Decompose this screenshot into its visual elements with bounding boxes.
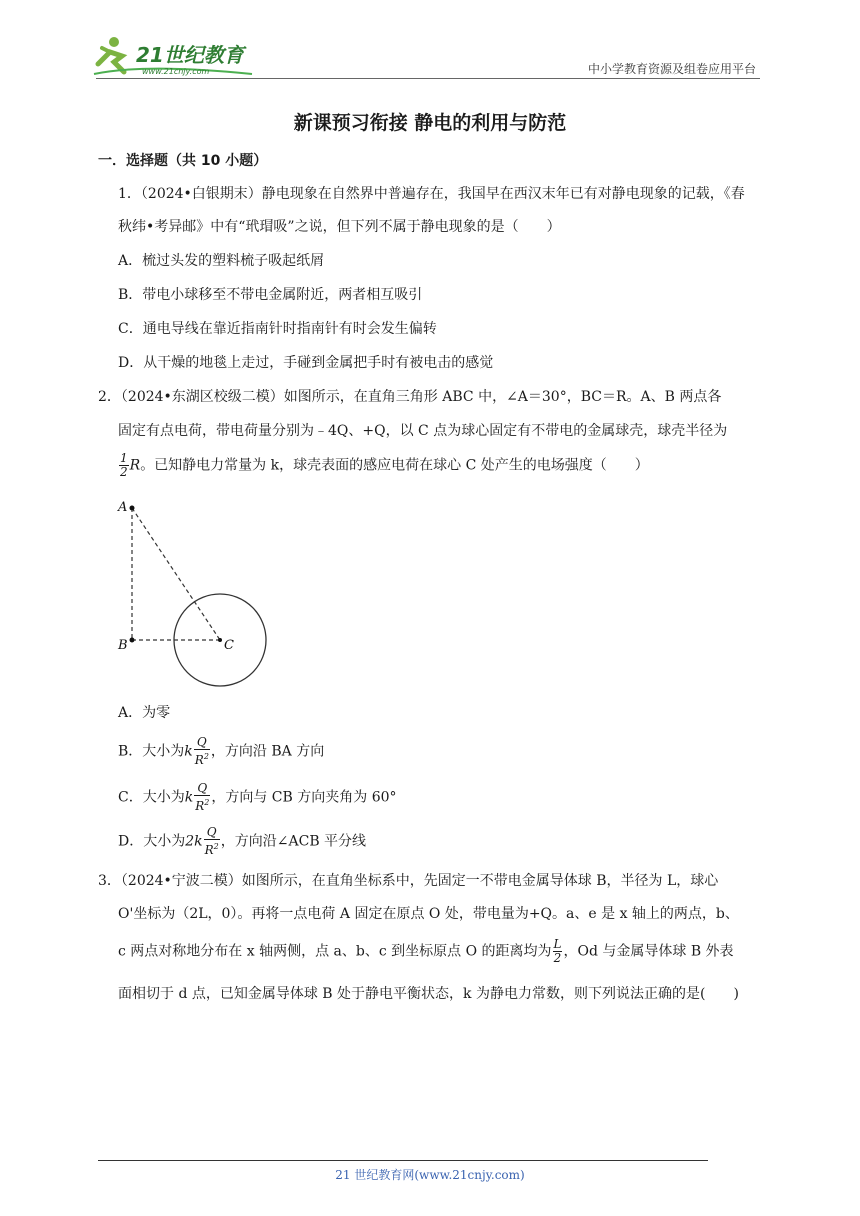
q1-option-c: C．通电导线在靠近指南针时指南针有时会发生偏转 [118, 321, 437, 337]
logo-url: www.21cnjy.com [142, 67, 210, 76]
header-platform-text: 中小学教育资源及组卷应用平台 [587, 62, 756, 76]
q3-line-4: 面相切于 d 点，已知金属导体球 B 处于静电平衡状态，k 为静电力常数，则下列说法正确的是( ) [118, 986, 739, 1002]
site-logo [92, 34, 262, 80]
q1-option-d: D．从干燥的地毯上走过，手碰到金属把手时有被电击的感觉 [118, 355, 494, 371]
q2-option-c: C．大小为k $\frac{Q}{R^2}$ ，方向与 CB 方向夹角为 60° [118, 781, 397, 813]
q2-var-r: R [129, 457, 141, 474]
q1-line-2: 秋纬•考异邮》中有“玳瑁吸”之说，但下列不属于静电现象的是（ ） [118, 219, 561, 235]
q1-option-b: B．带电小球移至不带电金属附近，两者相互吸引 [118, 287, 423, 303]
q2-option-d: D．大小为2k $\frac{Q}{R^2}$ ，方向沿∠ACB 平分线 [118, 825, 367, 857]
section-heading: 一．选择题（共 10 小题） [98, 153, 268, 169]
q2-line-2: 固定有点电荷，带电荷量分别为﹣4Q、+Q，以 C 点为球心固定有不带电的金属球壳，球壳半径为 [118, 423, 728, 439]
q2-option-b: B．大小为k $\frac{Q}{R^2}$ ，方向沿 BA 方向 [118, 735, 325, 767]
q2-line-1: 2．（2024•东湖区校级二模）如图所示，在直角三角形 ABC 中，∠A＝30°，BC＝R。A、B 两点各 [98, 389, 722, 405]
footer-divider [98, 1160, 708, 1161]
q1-option-a: A．梳过头发的塑料梳子吸起纸屑 [118, 253, 325, 269]
q2-line-3-text: 。已知静电力常量为 k，球壳表面的感应电荷在球心 C 处产生的电场强度（ ） [140, 457, 649, 474]
figure-label-c: C [224, 638, 234, 653]
q2-line-3 [118, 452, 649, 479]
q2-option-a: A．为零 [118, 705, 171, 721]
q2-figure [112, 494, 282, 694]
logo-text: 21世纪教育 [136, 43, 244, 67]
header-divider [96, 78, 760, 79]
q3-fraction-l-half: $\frac{L}{2}$ [553, 937, 562, 965]
page-title: 新课预习衔接 静电的利用与防范 [293, 112, 567, 134]
figure-label-b: B [118, 638, 128, 653]
footer-text[interactable]: 21 世纪教育网(www.21cnjy.com) [335, 1168, 525, 1182]
q3-line-3: c 两点对称地分布在 x 轴两侧，点 a、b、c 到坐标原点 O 的距离均为 $\frac{L}{2}$ ，Od 与金属导体球 B 外表 [118, 937, 734, 965]
q1-line-1: 1．（2024•白银期末）静电现象在自然界中普遍存在，我国早在西汉末年已有对静电现象的记载，《春 [118, 186, 745, 202]
figure-label-a: A [118, 500, 128, 515]
q3-line-1: 3．（2024•宁波二模）如图所示，在直角坐标系中，先固定一不带电金属导体球 B，半径为 L，球心 [98, 873, 719, 889]
q3-line-2: O'坐标为（2L，0）。再将一点电荷 A 固定在原点 O 处，带电量为+Q。a、e 是 x 轴上的两点，b、 [118, 906, 739, 922]
q2-fraction-half: $\frac{1}{2}$ [120, 451, 128, 479]
